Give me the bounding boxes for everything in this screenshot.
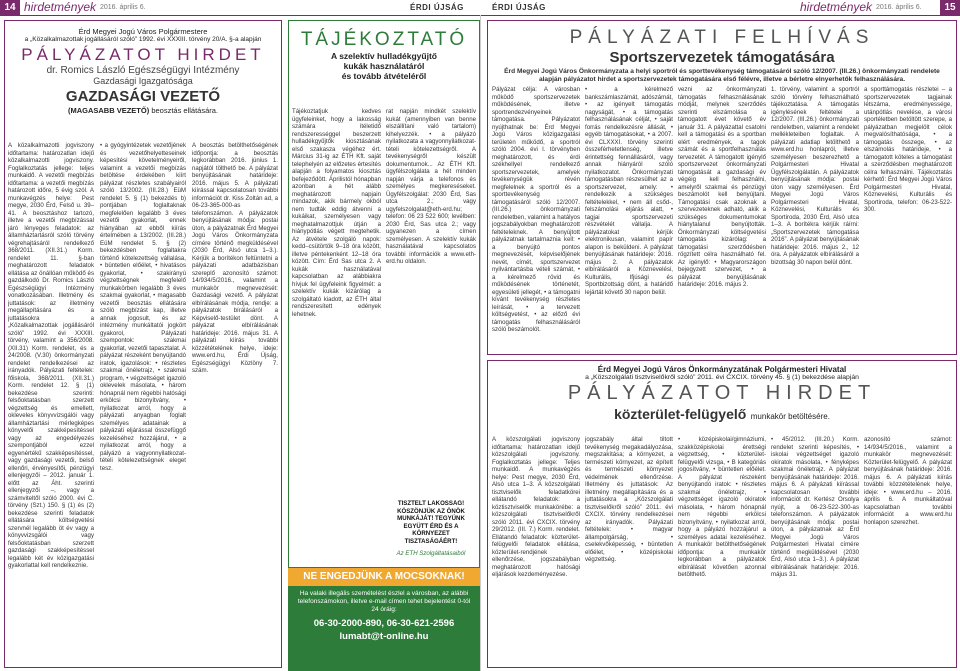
ad2-signature: Az ÉTH Szolgáltatásaiból [396,550,466,557]
ad4-position-tail: munkakör betöltésére. [750,412,830,421]
ad4-column-3: • középiskolai/gimnáziumi, szakközépiskolai érettségi végzettség, • közterület-felügyelői vizsga, • B kategóriás jogosítvány, • büntetlen előélet. A pályázat részeként benyújtandó iratok: • részletes szakmai önéletrajz, • végzettséget igazoló okiratok másolata, • három hónapnál nem régebbi erkölcsi bizonyítvány, • nyilatkozat arról, hogy a pályázó hozzájárul a személyes adatai kezeléséhez. A munkakör betölthetőségének időpontja: a munkakör legkorábban a pályázatok elbírálását követően azonnal betölthető. [678,436,766,578]
ad1-title: PÁLYÁZATOT HIRDET [21,45,265,64]
ad4-legal-basis: a „Közszolgálati tisztviselőkről szóló” 2011. évi CXCIX. törvény 45. § (1) bekezdése alapján [585,374,859,381]
ad1-position-tail: beosztás ellátására. [151,106,219,115]
ad3-subtitle: Sportszervezetek támogatására [609,49,835,66]
ad1-directorate: Gazdasági Igazgatósága [93,76,193,86]
ad4-position: közterület-felügyelő [614,406,747,422]
right-section-label: hirdetmények [800,0,873,14]
ad2-subtitle-2: kukák használatáról [343,61,425,71]
ad1-legal-basis: a „Közalkalmazottak jogállásáról szóló” 1992. évi XXXIII. törvény 20/A. §-a alapján [24,36,262,43]
left-date: 2016. április 6. [100,4,146,11]
ad1-position: GAZDASÁGI VEZETŐ [65,88,221,105]
banner-text: Ha valaki illegális szemételést észlel a városban, az alábbi telefonszámokon, illetve e-mail címen tehet bejelentést 0-tól 24 óráig: [297,590,471,613]
right-paper-name: ÉRDI ÚJSÁG [492,3,546,12]
ad4-issuer: Érd Megyei Jogú Város Önkormányzatának Polgármesteri Hivatal [597,365,847,374]
ad2-thanks: TISZTELT LAKOSSÁG! KÖSZÖNJÜK AZ ÖNÖK MUNKÁJÁT! TEGYÜNK EGYÜTT ÉRD ÉS A KÖRNYEZET TISZTASÁGÁÉRT! [397,500,465,545]
banner-email: lumabt@t-online.hu [339,631,429,642]
right-date: 2016. április 6. [876,4,922,11]
right-page-number: 15 [940,0,960,15]
ad1-column-2: • a gyógyintézetek vezetőjének és vezetőhelyetteseinek képesítési követelményeiről, valamint a vezetői megbízás betöltése érdekében kiírt pályázat részletes szabályairól szóló 13/2002. (III.28.) EüM rendelet 5. § (1) bekezdés b) pontjában foglaltaknak megfelelően legalább 3 éves vezetői gyakorlat, ennek hiányában az ebből kiírás értelmében a 13/2002. (III.28.) EüM rendelet 5. § (2) bekezdésben foglaltakra történő kötelezettség vállalása, • büntetlen előélet, • hivatásos gyakorlat, • szakirányú végzettségnek megfelelő munkakörben legalább 3 éves szakmai gyakorlat, • magasabb vezetői beosztás ellátására szóló megbízást kap, illetve annak jogosult, és az intézmény munkáltatói jogkört gyakorol, Pályázati szempontok: szakmai gyakorlat, vezetői tapasztalat. A pályázat részeként benyújtandó iratok, igazolások: • részletes szakmai önéletrajz, • szakmai program, • végzettséget igazoló oklevelek másolata, • három hónapnál nem régebbi hatósági erkölcsi bizonyítvány, • nyilatkozat arról, hogy a pályázati anyagban foglalt személyes adatainak a pályázati eljárással összefüggő kezeléséhez hozzájárul, • a nyilatkozat arról, hogy a pályázó a vagyonnyilatkozat-tételi kötelezettségnek eleget tesz. [100,142,186,472]
ad3-column-3: vezni az önkormányzati támogatás felhasználásának módját, melynek szerződés szerinti elszámolása a támogatott évet követő év január 31. A pályázattal csatolni kell a támogatási és a sportban elért eredmények, a tagok számát és a sportfelhasználás tervezetét. A támogatott igénylő sportszervezet önkormányzati támogatását a gazdasági év végéig kell felhasználni, amelyről szakmai és pénzügyi beszámolót kell benyújtani. Támogatási csak azoknak a szervezeteknek adható, akik a szükséges dokumentumokat hiánytalanul benyújtották. Önkormányzati költségvetési támogatás kizárólag: a támogatási szerződésben rögzített célra használható fel. Az igénylő: • Magyarországon bejegyzett szervezet, • a pályázat benyújtásának határideje: 2016. május 2. [678,86,766,288]
left-page-number: 14 [0,0,20,15]
banner-headline: NE ENGEDJÜNK A MOCSOKNAK! [288,568,480,586]
ad2-subtitle-1: A szelektív hulladékgyűjtő [331,51,437,61]
ad3-lead: Érd Megyei Jogú Város Önkormányzata a helyi sportról és sporttevékenység támogatásáról szóló 12/2007. (III.26.) önkormányzati rendelete alapján pályázatot hirdet a sportszervezetek támogatására első félévre, illetve a bérletre elnyerhetők felhasználására. [504,68,940,83]
ad1-position-sub: (MAGASABB VEZETŐ) [67,106,150,115]
left-paper-name: ÉRDI ÚJSÁG [410,3,464,12]
ad2-subtitle-3: és tovább átvételéről [341,71,427,81]
ad1-institution: dr. Romics László Egészségügyi Intézmény [46,65,240,76]
ad4-column-5: azonosító számot: 14/934/5/2016., valamint a munkakör megnevezését: Közterület-felügyelő. A pályázat benyújtásának határideje: 2016. május 6. A pályázati kiírás további közzétételének helye, ideje: • www.erd.hu – 2016. április 6. A munkáltatóval kapcsolatban további információt a www.erd.hu honlapon szerezhet. [864,436,952,526]
ad1-issuer: Érd Megyei Jogú Város Polgármestere [78,27,208,36]
page-spine [480,15,481,671]
left-section-label: hirdetmények [24,0,97,14]
ad2-column-2: rat napján mindkét szelektív kukát (amennyiben van benne elszállítani való tartalom) kihelyezzék. • a pályázó nyilatkozata a vagyonnyilatkozat-tételi kötelezettségről. A tevékenységről készült dokumentumok... Az ÉTH Kft. ügyfélszolgálata a hét minden napján várja a telefonos és személyes megkereséseket. Ügyfélszolgálat: 2030 Érd, Sas utca 2.; vagy ugyfelszolgalat@eth-erd.hu; telefon: 06 23 522 600; levélben: 2030 Érd, Sas utca 2.; vagy ugyanezen a címen személyesen. A szelektív kukák használatával kapcsolatos további információk a www.eth-erd.hu oldalon. [386,108,476,265]
ad3-title: PÁLYÁZATI FELHÍVÁS [569,27,875,48]
ad2-title: TÁJÉKOZTATÓ [300,29,468,50]
page-header [0,0,960,15]
banner-phones: 06-30-2000-890, 06-30-621-2596 [313,618,455,629]
ad3-column-1: Pályázat célja: A városban működő sportszervezetek működésének, illetve sportrendezvényeinek támogatása. Pályázatot nyújthatnak be: Érd Megyei Jogú Város közigazgatási területén működő, a sportról szóló 2004. évi I. törvényben meghatározott, és érdi székhellyel rendelkező sportszervezetek, amelyek tevékenységük révén megfelelnek a sportról és a sporttevékenység támogatásáról szóló 12/2007. (III.26.) önkormányzati rendeletben, valamint a hatályos jogszabályokban meghatározott feltételeknek. A benyújtott pályázatnak tartalmaznia kell: • a benyújtó pontos megnevezését, képviselőjének nevét, címét, sportszervezet nyilvántartásba vételi számát, • a kérelmező rövid és működésének történetét, egyesületi jellegét, • a támogatni kívánt tevékenység részletes leírását, • a tervezett költségvetést, • az előző évi támogatás felhasználásáról szóló beszámolót. [492,86,580,333]
ad3-column-4: 1. törvény, valamint a sportról szóló törvény felhasználható tájékoztatása. A támogatás igénylésének feltételei a 12/2007. (III.26.) önkormányzati rendeletben, valamint a rendelet mellékleteiben foglaltak. A pályázati adatlap letölthető a www.erd.hu honlapról, illetve személyesen beszerezhető a Polgármesteri Hivatal Ügyfélszolgálatán. A pályázatok benyújtásának módja: postai úton vagy személyesen. Érd Megyei Jogú Város Polgármesteri Hivatal, Köznevelési, Kulturális és Sportiroda, 2030 Érd, Alsó utca 1–3. A borítékra kérjük ráírni: „Sportszervezetek támogatása 2016”. A pályázat benyújtásának határideje: 2016. május 2., 12 óra. A pályázatok elbírálásáról a bizottság 30 napon belül dönt. [771,86,859,266]
illegal-dumping-banner [288,568,480,671]
ad3-column-2: • a kérelmező bankszámlaszámát, adószámát, • az igényelt támogatás nagyságát, • a támogatás felhasználásának célját, • saját forrás rendelkezésre állását, • egyéb támogatásokat, • a 2007. évi CLXXXI. törvény szerinti összeférhetetlenség, illetve érintettség fennállásáról, vagy annak hiányáról szóló nyilatkozatot. Önkormányzati támogatásban részesülhet az a sportszervezet, amely: • rendelkezik a szükséges feltételekkel, • nem áll csőd-, felszámolási eljárás alatt, • tagjai sportszervezeti részvételét vállalja. A pályázatokat kérjük elektronikusan, valamint papír alapon is beküldeni. A pályázat benyújtásának határideje: 2016. május 2. A pályázatok elbírálásáról a Köznevelési, Kulturális, Ifjúsági és Sportbizottság dönt, a határidő lejártát követő 30 napon belül. [585,86,673,296]
ad4-column-2: jogszabály által tiltott tevékenység megakadályozása, megszakítása; a környezet, a természeti környezet, az épített és természeti környezet védelmének ellenőrzése. Illetmény és juttatások: Az illetmény megállapítására és a juttatásokra a „Közszolgálati tisztviselőkről szóló” 2011. évi CXCIX. törvény rendelkezései az irányadók. Pályázati feltételek: • magyar állampolgárság, • cselekvőképesség, • büntetlen előélet, • középiskolai végzettség. [585,436,673,563]
ad2-column-1: Tájékoztatjuk kedves ügyfeleinket, hogy a lakosság számára ítéletidő rendszerességgel beszerzett hulladékgyűjtők kiosztásának első szakasza végéhez ért. Március 31-ig az ÉTH Kft. saját telephelyén az előzetes értesítés alapján a folyamatos kiosztás befejeződött. Áprilistól hónapban azonban a hét alább meghatározott napjain mindazok, akik bármely okból nem tudták eddig átvenni a kukáikat, személyesen vagy meghatalmazottjuk útján a hiánypótlás végett megtehetik. Az átvétele szolgáló napok: kedd–csütörtök 9–18 óra között, illetve péntekenként 12–18 óra között. Cím: Érd Sas utca 2. A kukák használatával kapcsolatban az alábbiakra hívjuk fel ügyfeleink figyelmét: a szelektív kukák kizárólag a szolgáltató kiadott, az ÉTH által rendszeresített edények lehetnek. [292,108,381,318]
ad1-column-3: A beosztás betölthetőségének időpontja: a beosztás legkorábban 2016. június 1. napjától tölthető be. A pályázat benyújtásának határideje: 2016. május 5. A pályázati kiírással kapcsolatosan további információt dr. Kiss Zoltán ad, a 06-23-365-000-as telefonszámon. A pályázatok benyújtásának módja: postai úton, a pályázatnak Érd Megyei Jogú Város Önkormányzata címére történő megküldésével (2030 Érd, Alsó utca 1–3.). Kérjük a borítékon feltüntetni a pályázati adatbázisban szereplő azonosító számot: 14/934/5/2016., valamint a munkakör megnevezését: Gazdasági vezető. A pályázat elbírálásának módja, rendje: a pályázatok bírálásáról a Képviselő-testület dönt. A pályázat elbírálásának határideje: 2016. május 31. A pályázati kiírás további közzétételének helye, ideje: www.erd.hu, Érdi Újság, Egészségügyi Közlöny 7. szám. [192,142,278,374]
ad4-column-1: A közszolgálati jogviszony időtartama: határozatlan idejű közszolgálati jogviszony. Foglalkoztatás jellege: Teljes munkaidő. A munkavégzés helye: Pest megye, 2030 Érd, Alsó utca 1–3. A közszolgálati tisztviselők feladatkörei ellátandó feladatok: a köztisztviselők munkakörébe: a közszolgálati tisztviselőkről szóló 2011. évi CXCIX. törvény 29/2012. (III. 7.) Korm. rendelet. Ellátandó feladatok: közterület-felügyelői feladatok ellátása, közterület-rendjének ellenőrzése, jogszabályban meghatározott hatósági eljárások kezdeményezése. [492,436,580,578]
ad3-column-5: a sporttámogatás részletei – a sportszervezetek tagjainak létszáma, eredményessége, utánpótlás nevelése, a városi sportéletben betöltött szerepe, a pályázatban megjelölt célok megvalósíthatósága, • a támogatás összege, • az elszámolás határideje, • a támogatott köteles a támogatást a szerződésben meghatározott célra felhasználni. Tájékoztatás kérhető: Érd Megyei Jogú Város Polgármesteri Hivatal, Köznevelési, Kulturális és Sportiroda, telefon: 06-23-522-300. [864,86,952,213]
ad1-column-1: A közalkalmazotti jogviszony időtartama: határozatlan idejű közalkalmazotti jogviszony. Foglalkoztatás jellege: teljes munkaidő. A vezetői megbízás időtartama: a vezetői megbízás határozott időre, 5 évig szól. A munkavégzés helye: Pest megye, 2030 Érd, Felső u. 39–41. A beosztáshoz tartozó, illetve a vezetői megbízással járó lényeges feladatok: az államháztartásról szóló törvény végrehajtásáról rendelkező 368/2011. (XII.31.) Korm. rendelet 11. §-ban meghatározott feladatok ellátása az önállóan működő és gazdálkodó Dr. Romics László Egészségügyi Intézmény vonatkozásában. Illetmény és juttatások: az illetmény megállapítására és a juttatásokra a „Közalkalmazottak jogállásáról szóló” 1992. évi XXXIII. törvény, valamint a 356/2008. (XII.31) Korm. rendelet, és a 24/2008. (V.30) önkormányzati rendelet rendelkezései az irányadók. Pályázati feltételek: főiskola, 368/2011. (XII.31.) Korm. rendelet 12. § (1) bekezdése szerinti: felsőoktatásban szerzett végzettség és emellett, okleveles könyvvizsgálói vagy államháztartási mérlegképes könyvelői szakképesítéssel vagy az engedélyezés szempontjából ezzel egyenértékű szakképesítéssel, vagy gazdasági vezetői, belső ellenőri, érvényesítői, pénzügyi ellenjegyzői – 2012. január 1. előtt az Áht. szerinti ellenjegyzői –, vagy a számviteltől szóló 2000. évi C. törvény (Szt.) 150. § (1) és (2) bekezdése szerinti feladatok ellátására költségvetési szervnél legalább öt év vagy a könyvvizsgálói vagy felsőoktatásban szerzett gazdasági szakképesítéssel legalább két év közigazgatási gyakorlattal kell rendelkeznie. [8,142,94,569]
ad4-title: PÁLYÁZATOT HIRDET [567,382,877,404]
ad4-column-4: • 45/2012. (III.20.) Korm. rendelet szerinti képesítés, • iskolai végzettséget igazoló okiratok másolata, • fényképes szakmai önéletrajz. A pályázat benyújtásának határideje: 2016. május 6. A pályázati kiírással kapcsolatosan további információt dr. Kertész Orsolya nyújt, a 06-23-522-300-as telefonszámon. A pályázatok benyújtásának módja: postai úton, a pályázatnak az Érd Megyei Jogú Város Polgármesteri Hivatal címére történő megküldésével (2030 Érd, Alsó utca 1–3.). A pályázat elbírálásának határideje: 2016. május 31. [771,436,859,578]
